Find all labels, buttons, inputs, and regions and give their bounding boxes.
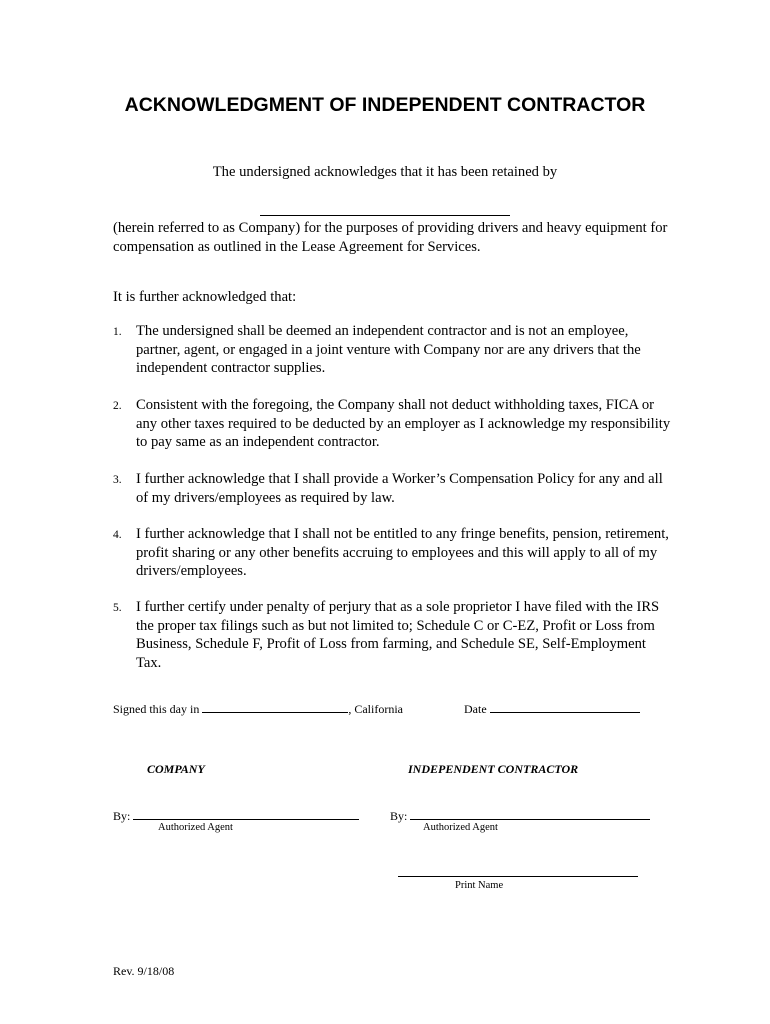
location-blank[interactable] (202, 701, 348, 713)
list-item-text: I further acknowledge that I shall provide a Worker’s Compensation Policy for any and all of my drivers/employees as required by law. (136, 471, 663, 506)
list-item (113, 525, 673, 581)
company-heading: COMPANY (147, 762, 205, 776)
list-item (113, 470, 673, 507)
company-name-blank[interactable] (260, 215, 510, 216)
list-item-text: Consistent with the foregoing, the Company shall not deduct withholding taxes, FICA or any other taxes required to be deducted by an employer as I acknowledge my responsibility to pay same as an independent contractor. (136, 397, 671, 450)
signed-suffix: , California (348, 702, 403, 716)
company-authorized-agent: Authorized Agent (158, 822, 233, 833)
contractor-heading: INDEPENDENT CONTRACTOR (408, 762, 579, 776)
list-item-number: 3. (113, 474, 122, 486)
date-label-text: Date (464, 702, 487, 716)
list-item-text: I further certify under penalty of perjury that as a sole proprietor I have filed with the IRS the proper tax filings such as but not limited to; Schedule C or C-EZ, Profit or Loss from Business, Schedule F, Profit of Loss from farming, and Schedule SE, Self-Employment Tax. (136, 599, 660, 671)
list-item-number: 2. (113, 400, 122, 412)
further-heading: It is further acknowledged that: (113, 289, 297, 305)
by-label: By: (113, 809, 131, 823)
list-item (113, 396, 673, 452)
by-label: By: (390, 809, 408, 823)
print-name-label: Print Name (455, 880, 504, 891)
list-item-text: I further acknowledge that I shall not be entitled to any fringe benefits, pension, retirement, profit sharing or any other benefits accruing to employees and this will apply to all of my drivers/employees. (136, 526, 669, 579)
contractor-signature-blank[interactable] (410, 808, 650, 820)
list-item (113, 322, 673, 378)
list-item-text: The undersigned shall be deemed an independent contractor and is not an employee, partner, agent, or engaged in a joint venture with Company nor are any drivers that the independent contractor supplies. (136, 323, 641, 376)
list-item-number: 4. (113, 529, 122, 541)
date-blank[interactable] (490, 701, 640, 713)
intro-text: The undersigned acknowledges that it has been retained by (212, 164, 558, 180)
contractor-authorized-agent: Authorized Agent (423, 822, 498, 833)
list-item-number: 1. (113, 326, 122, 338)
company-signature-blank[interactable] (133, 808, 359, 820)
list-item (113, 598, 673, 672)
signed-prefix: Signed this day in (113, 702, 200, 716)
revision-label: Rev. 9/18/08 (113, 964, 175, 978)
herein-paragraph: (herein referred to as Company) for the purposes of providing drivers and heavy equipment for compensation as outlined in the Lease Agreement for Services. (113, 220, 668, 255)
date-line (464, 701, 640, 717)
print-name-blank[interactable] (398, 876, 638, 877)
company-by-line (113, 808, 359, 824)
document-title: ACKNOWLEDGMENT OF INDEPENDENT CONTRACTOR (124, 94, 646, 116)
signed-line (113, 701, 403, 717)
list-item-number: 5. (113, 602, 122, 614)
